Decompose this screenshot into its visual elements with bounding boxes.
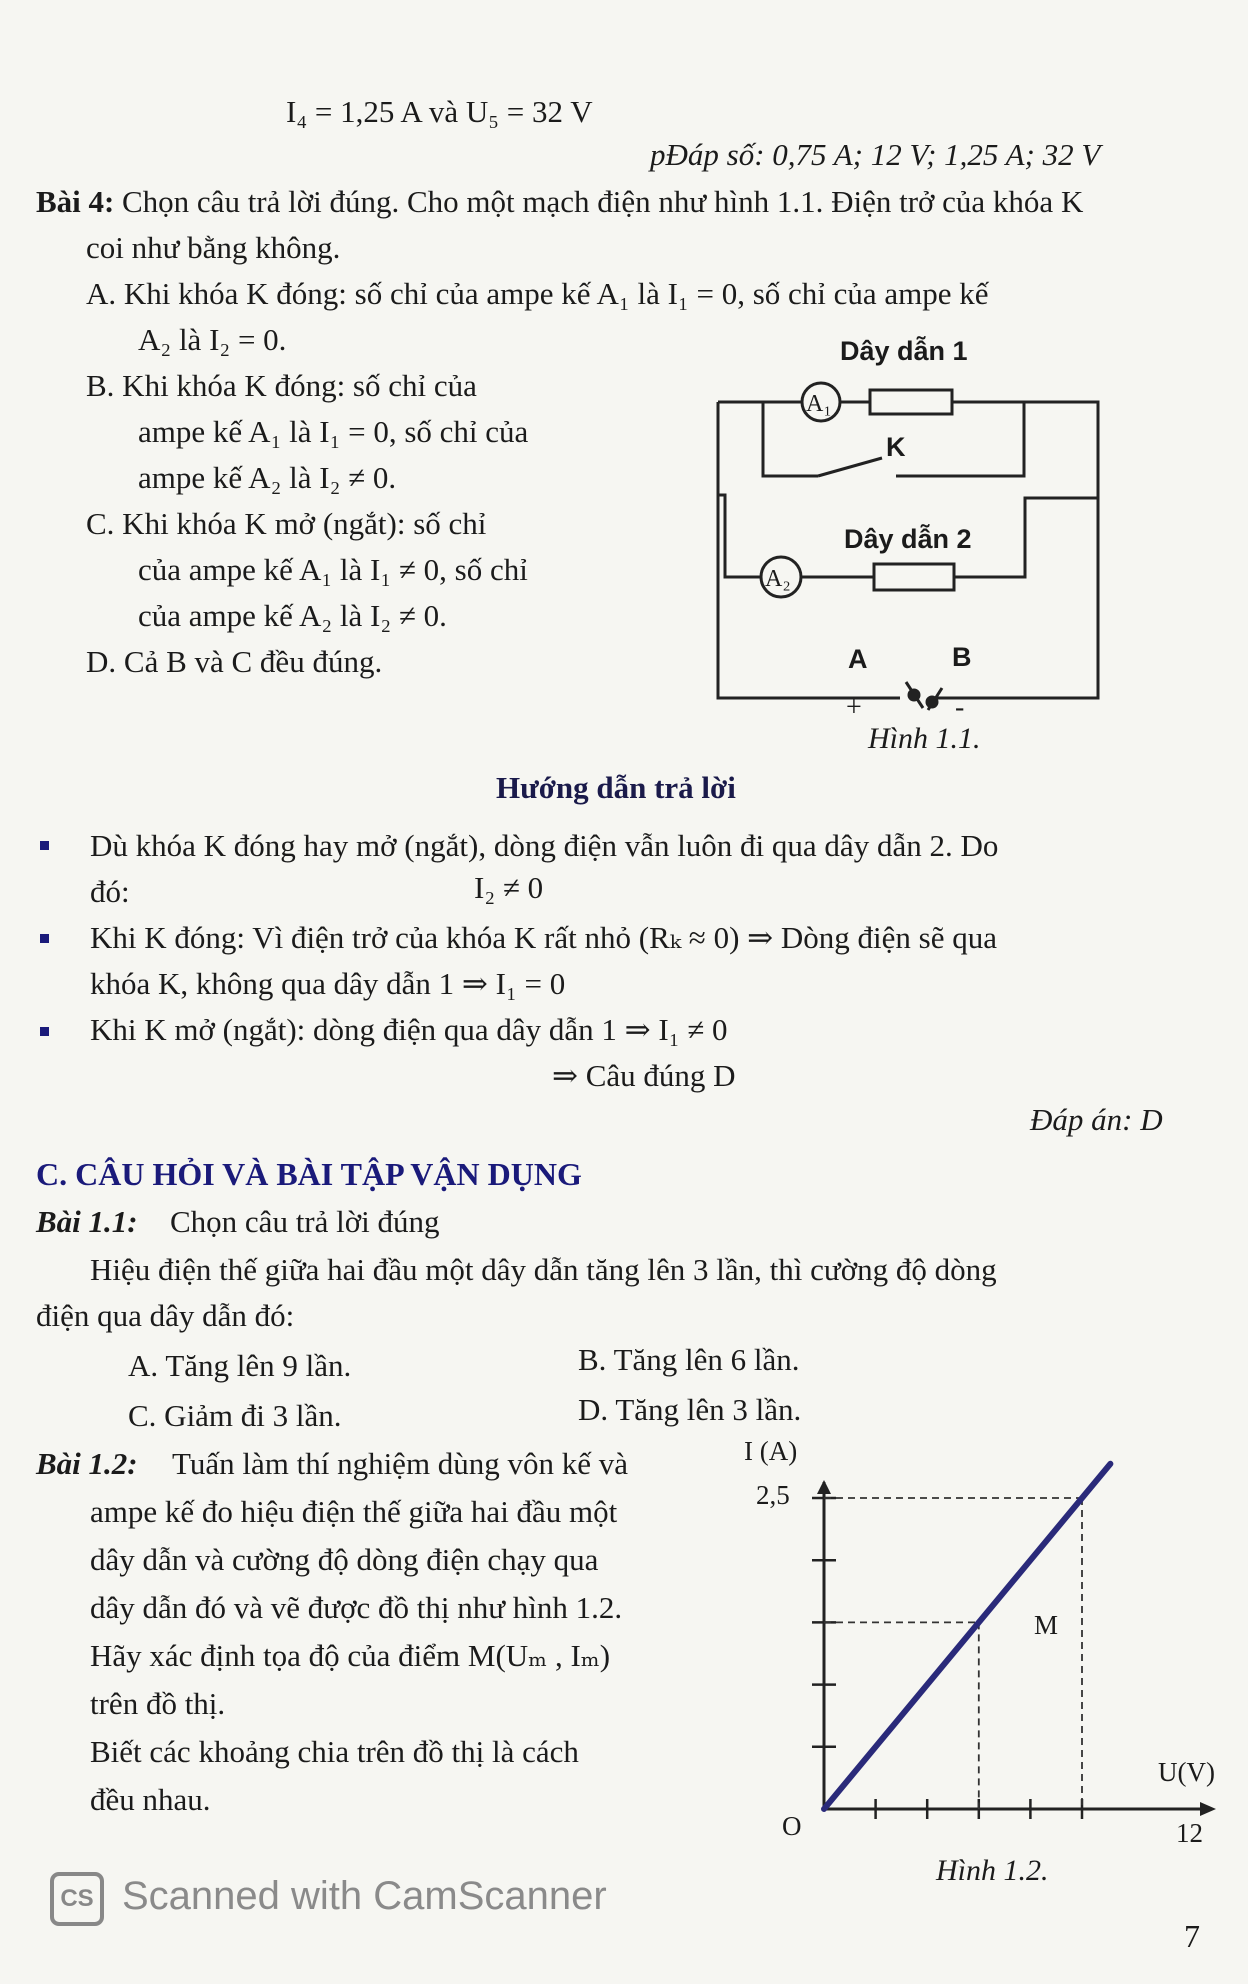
problem-1-2-text-7: Biết các khoảng chia trên đồ thị là cách [90,1734,579,1769]
y-tick-label: 2,5 [756,1480,790,1510]
page-number: 7 [1184,1918,1200,1954]
final-answer: Đáp án: D [1030,1102,1163,1137]
iu-graph [740,1430,1220,1890]
terminal-b-label: B [952,642,972,672]
y-axis-label: I (A) [744,1436,798,1466]
problem-1-2-text-2: ampe kế đo hiệu điện thế giữa hai đầu một [90,1494,618,1529]
guide-item-1: Dù khóa K đóng hay mở (ngắt), dòng điện vẫn luôn đi qua dây dẫn 2. Do [90,828,999,863]
origin-label: O [782,1811,802,1841]
figure-1-caption: Hình 1.1. [868,722,981,755]
minus-sign: - [955,692,965,723]
conclusion: ⇒ Câu đúng D [552,1058,736,1093]
terminal-a-label: A [848,644,868,674]
option-a: A. Khi khóa K đóng: số chỉ của ampe kế A₁ là I₁ = 0, số chỉ của ampe kế [86,276,989,311]
point-m-label: M [1034,1610,1059,1640]
graph-line [824,1464,1110,1809]
problem-1-2-text-4: dây dẫn đó và vẽ được đồ thị như hình 1.2. [90,1590,623,1625]
problem-1-2-text-8: đều nhau. [90,1782,211,1817]
problem-1-1-text: Chọn câu trả lời đúng [170,1204,440,1239]
choice-d: D. Tăng lên 3 lần. [578,1392,802,1427]
section-c-heading: C. CÂU HỎI VÀ BÀI TẬP VẬN DỤNG [36,1156,582,1192]
problem-1-1-body-2: điện qua dây dẫn đó: [36,1298,295,1333]
option-b-3: ampe kế A₂ là I₂ ≠ 0. [138,460,397,495]
wire-2-label: Dây dẫn 2 [844,524,972,554]
answer-line: pĐáp số: 0,75 A; 12 V; 1,25 A; 32 V [650,137,1101,172]
switch-k-label: K [886,432,906,462]
choice-b: B. Tăng lên 6 lần. [578,1342,800,1377]
problem-4-text-2: coi như bằng không. [86,230,341,265]
choice-a: A. Tăng lên 9 lần. [128,1348,352,1383]
bullet [40,841,49,850]
option-c-3: của ampe kế A₂ là I₂ ≠ 0. [138,598,447,633]
x-tick-label: 12 [1176,1818,1203,1848]
problem-1-2-text-5: Hãy xác định tọa độ của điểm M(Uₘ , Iₘ) [90,1638,611,1673]
camscanner-logo: CS [50,1872,104,1926]
guide-item-2-2: khóa K, không qua dây dẫn 1 ⇒ I₁ = 0 [90,966,566,1001]
option-d: D. Cả B và C đều đúng. [86,644,383,679]
guide-item-1-formula: I₂ ≠ 0 [474,870,544,905]
x-axis-label: U(V) [1158,1757,1215,1787]
figure-2-caption: Hình 1.2. [936,1854,1049,1887]
guide-item-1-2: đó: [90,874,130,909]
option-b-2: ampe kế A₁ là I₁ = 0, số chỉ của [138,414,529,449]
option-b: B. Khi khóa K đóng: số chỉ của [86,368,477,403]
choice-c: C. Giảm đi 3 lần. [128,1398,342,1433]
x-axis-arrow [1200,1802,1216,1816]
y-axis-arrow [817,1480,831,1494]
plus-sign: + [846,692,862,723]
problem-1-2-text: Tuấn làm thí nghiệm dùng vôn kế và [172,1446,629,1481]
bullet [40,934,49,943]
wire-1-label: Dây dẫn 1 [840,336,968,366]
option-c: C. Khi khóa K mở (ngắt): số chỉ [86,506,487,541]
result-line: I₄ = 1,25 A và U₅ = 32 V [286,94,593,129]
problem-1-2-label: Bài 1.2: [36,1446,138,1481]
problem-1-2-text-6: trên đồ thị. [90,1686,226,1721]
problem-1-2-text-3: dây dẫn và cường độ dòng điện chạy qua [90,1542,599,1577]
ammeter-1-label: A₁ [806,391,832,417]
problem-4-label: Bài 4: [36,184,115,219]
problem-1-1-label: Bài 1.1: [36,1204,138,1239]
problem-1-1-body: Hiệu điện thế giữa hai đầu một dây dẫn tăng lên 3 lần, thì cường độ dòng [90,1252,997,1287]
option-c-2: của ampe kế A₁ là I₁ ≠ 0, số chỉ [138,552,528,587]
guide-heading: Hướng dẫn trả lời [496,770,736,805]
problem-4-text: Chọn câu trả lời đúng. Cho một mạch điện như hình 1.1. Điện trở của khóa K [122,184,1084,219]
circuit-diagram [630,330,1190,760]
option-a-2: A₂ là I₂ = 0. [138,322,287,357]
ammeter-2-label: A₂ [765,566,791,592]
guide-item-2: Khi K đóng: Vì điện trở của khóa K rất nhỏ (Rₖ ≈ 0) ⇒ Dòng điện sẽ qua [90,920,997,955]
guide-item-3: Khi K mở (ngắt): dòng điện qua dây dẫn 1 ⇒ I₁ ≠ 0 [90,1012,728,1047]
bullet [40,1027,49,1036]
camscanner-watermark: Scanned with CamScanner [122,1874,607,1918]
